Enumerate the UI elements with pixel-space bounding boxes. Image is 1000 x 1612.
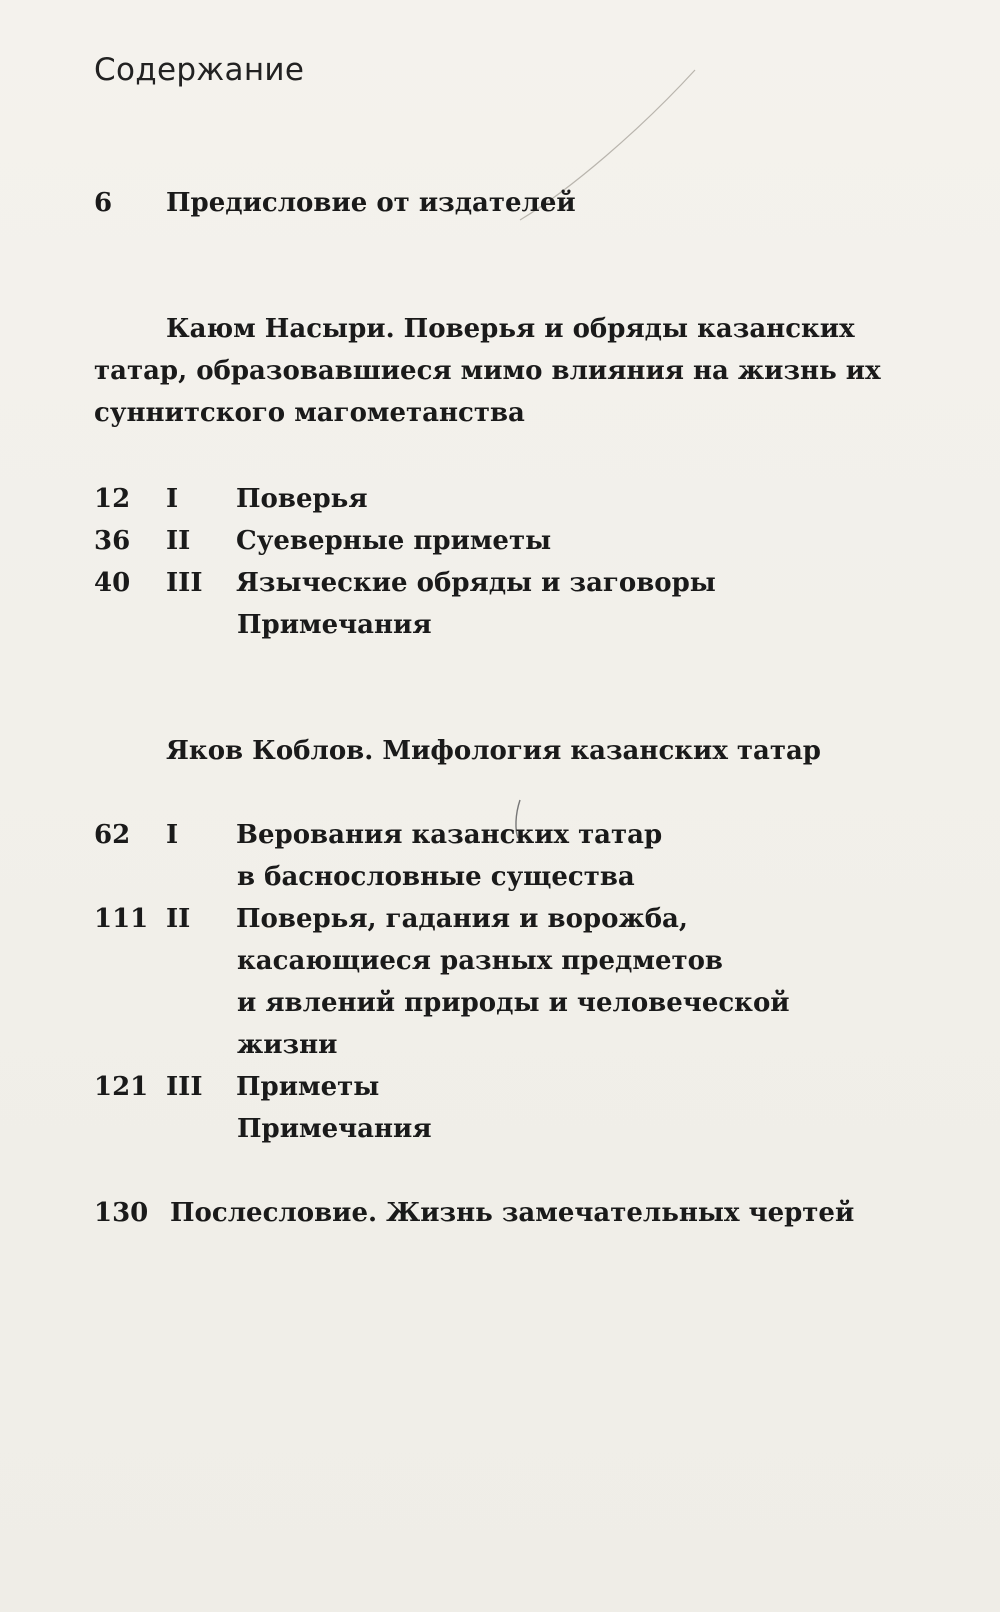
part2-title-block — [166, 730, 821, 772]
entry-title: Поверья — [236, 484, 368, 514]
page-number: 12 — [94, 484, 131, 514]
part1-title-line: суннитского магометанства — [94, 398, 525, 428]
chapter-numeral: III — [166, 1072, 203, 1102]
toc-entry-chapter — [94, 814, 662, 856]
part1-title-line: Каюм Насыри. Поверья и обряды казанских — [166, 314, 855, 344]
part2-title-line: Яков Коблов. Мифология казанских татар — [166, 736, 821, 766]
entry-title-continuation: в баснословные существа — [237, 862, 635, 892]
toc-entry-afterword — [94, 1192, 854, 1234]
toc-entry-chapter — [94, 562, 716, 604]
entry-title: Верования казанских татар — [236, 820, 663, 850]
page-number: 6 — [94, 188, 113, 218]
page-number: 62 — [94, 820, 131, 850]
chapter-numeral: I — [166, 820, 179, 850]
entry-title-continuation: касающиеся разных предметов — [237, 946, 724, 976]
toc-entry-chapter — [94, 520, 551, 562]
entry-title: Предисловие от издателей — [166, 188, 576, 218]
toc-heading: Содержание — [94, 52, 305, 88]
page-number: 36 — [94, 526, 131, 556]
toc-entry-chapter — [94, 478, 368, 520]
chapter-numeral: I — [166, 484, 179, 514]
entry-title: Суеверные приметы — [236, 526, 552, 556]
entry-title: Послесловие. Жизнь замечательных чертей — [170, 1198, 855, 1228]
entry-title: Приметы — [236, 1072, 380, 1102]
chapter-numeral: III — [166, 568, 203, 598]
part1-title-block — [94, 308, 881, 434]
entry-title-continuation: и явлений природы и человеческой — [237, 988, 790, 1018]
entry-title: Языческие обряды и заговоры — [236, 568, 716, 598]
entry-title-continuation: жизни — [237, 1030, 338, 1060]
toc-entry-chapter — [94, 898, 688, 940]
entry-title: Поверья, гадания и ворожба, — [236, 904, 688, 934]
page-number: 121 — [94, 1072, 149, 1102]
page-number: 40 — [94, 568, 131, 598]
toc-entry-foreword — [94, 182, 576, 224]
part1-title-line: татар, образовавшиеся мимо влияния на жизнь их — [94, 356, 881, 386]
chapter-numeral: II — [166, 904, 191, 934]
chapter-numeral: II — [166, 526, 191, 556]
toc-entry-notes: Примечания — [237, 1114, 432, 1144]
toc-entry-notes: Примечания — [237, 610, 432, 640]
page-number: 130 — [94, 1198, 149, 1228]
page-number: 111 — [94, 904, 149, 934]
toc-entry-chapter — [94, 1066, 379, 1108]
